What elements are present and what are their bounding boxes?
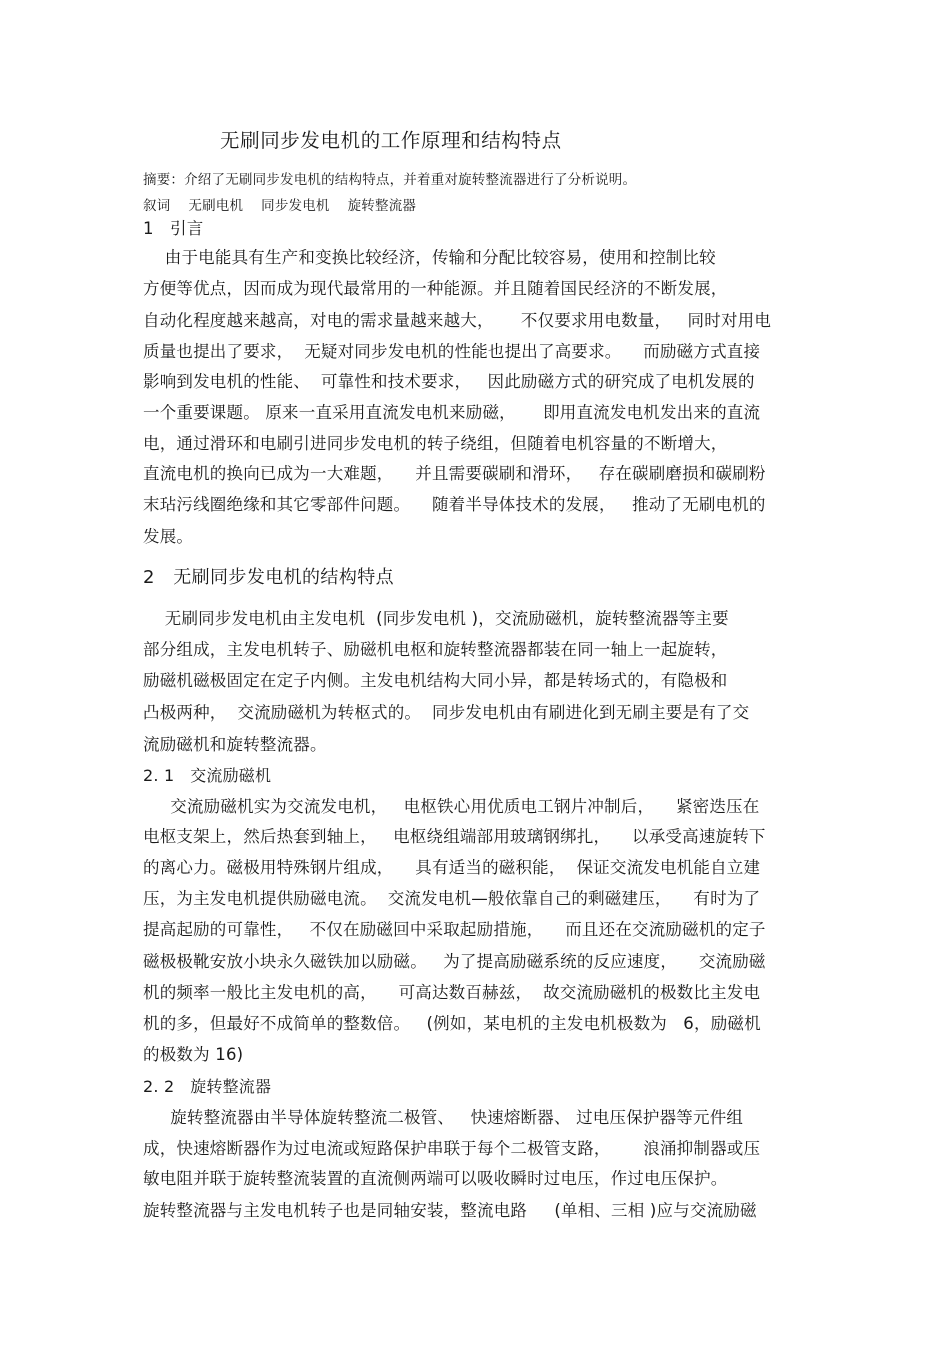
paragraph-line: 磁极极靴安放小块永久磁铁加以励磁。 为了提高励磁系统的反应速度， 交流励磁 bbox=[143, 952, 766, 971]
section-2-2-heading: 2. 2 旋转整流器 bbox=[143, 1077, 272, 1096]
paragraph-line: 末玷污线圈绝缘和其它零部件问题。 随着半导体技术的发展， 推动了无刷电机的 bbox=[143, 495, 766, 514]
paragraph-line: 由于电能具有生产和变换比较经济，传输和分配比较容易，使用和控制比较 bbox=[143, 248, 716, 267]
paragraph-line: 方便等优点，因而成为现代最常用的一种能源。并且随着国民经济的不断发展， bbox=[143, 279, 728, 298]
paragraph-line: 发展。 bbox=[143, 527, 194, 546]
paragraph-line: 压，为主发电机提供励磁电流。 交流发电机—般依靠自己的剩磁建压， 有时为了 bbox=[143, 889, 761, 908]
paragraph-line: 直流电机的换向已成为一大难题， 并且需要碳刷和滑环， 存在碳刷磨损和碳刷粉 bbox=[143, 464, 766, 483]
keywords: 叙词 无刷电机 同步发电机 旋转整流器 bbox=[143, 198, 417, 214]
paragraph-line: 电，通过滑环和电刷引进同步发电机的转子绕组，但随着电机容量的不断增大， bbox=[143, 434, 728, 453]
paragraph-line: 一个重要课题。 原来一直采用直流发电机来励磁， 即用直流发电机发出来的直流 bbox=[143, 403, 761, 422]
section-1-heading: 1 引言 bbox=[143, 219, 204, 238]
paragraph-line: 励磁机磁极固定在定子内侧。主发电机结构大同小异，都是转场式的，有隐极和 bbox=[143, 671, 728, 690]
paragraph-line: 机的多，但最好不成简单的整数倍。 (例如，某电机的主发电机极数为 6，励磁机 bbox=[143, 1014, 761, 1033]
section-2-1-heading: 2. 1 交流励磁机 bbox=[143, 766, 272, 785]
section-2-heading: 2 无刷同步发电机的结构特点 bbox=[143, 567, 395, 588]
paragraph-line: 敏电阻并联于旋转整流装置的直流侧两端可以吸收瞬时过电压，作过电压保护。 bbox=[143, 1169, 728, 1188]
paragraph-line: 成，快速熔断器作为过电流或短路保护串联于每个二极管支路， 浪涌抑制器或压 bbox=[143, 1139, 761, 1158]
paragraph-line: 机的频率一般比主发电机的高， 可高达数百赫兹， 故交流励磁机的极数比主发电 bbox=[143, 983, 761, 1002]
paragraph-line: 流励磁机和旋转整流器。 bbox=[143, 735, 327, 754]
document-title: 无刷同步发电机的工作原理和结构特点 bbox=[220, 129, 562, 152]
paragraph-line: 自动化程度越来越高，对电的需求量越来越大， 不仅要求用电数量， 同时对用电 bbox=[143, 311, 772, 330]
paragraph-line: 电枢支架上，然后热套到轴上， 电枢绕组端部用玻璃钢绑扎， 以承受高速旋转下 bbox=[143, 827, 766, 846]
paragraph-line: 提高起励的可靠性， 不仅在励磁回中采取起励措施， 而且还在交流励磁机的定子 bbox=[143, 920, 766, 939]
paragraph-line: 部分组成，主发电机转子、励磁机电枢和旋转整流器都装在同一轴上一起旋转， bbox=[143, 640, 728, 659]
paragraph-line: 旋转整流器由半导体旋转整流二极管、 快速熔断器、 过电压保护器等元件组 bbox=[143, 1108, 744, 1127]
paragraph-line: 的离心力。磁极用特殊钢片组成， 具有适当的磁积能， 保证交流发电机能自立建 bbox=[143, 858, 761, 877]
paragraph-line: 质量也提出了要求， 无疑对同步发电机的性能也提出了高要求。 而励磁方式直接 bbox=[143, 342, 761, 361]
abstract: 摘要：介绍了无刷同步发电机的结构特点，并着重对旋转整流器进行了分析说明。 bbox=[143, 172, 637, 188]
paragraph-line: 旋转整流器与主发电机转子也是同轴安装，整流电路 (单相、三相 )应与交流励磁 bbox=[143, 1201, 757, 1220]
paragraph-line: 凸极两种， 交流励磁机为转枢式的。 同步发电机由有刷进化到无刷主要是有了交 bbox=[143, 703, 750, 722]
paragraph-line: 影响到发电机的性能、 可靠性和技术要求， 因此励磁方式的研究成了电机发展的 bbox=[143, 372, 755, 391]
paragraph-line: 交流励磁机实为交流发电机， 电枢铁心用优质电工钢片冲制后， 紧密迭压在 bbox=[143, 797, 760, 816]
paragraph-line: 的极数为 16) bbox=[143, 1045, 244, 1064]
paragraph-line: 无刷同步发电机由主发电机 (同步发电机 )，交流励磁机，旋转整流器等主要 bbox=[143, 609, 729, 628]
